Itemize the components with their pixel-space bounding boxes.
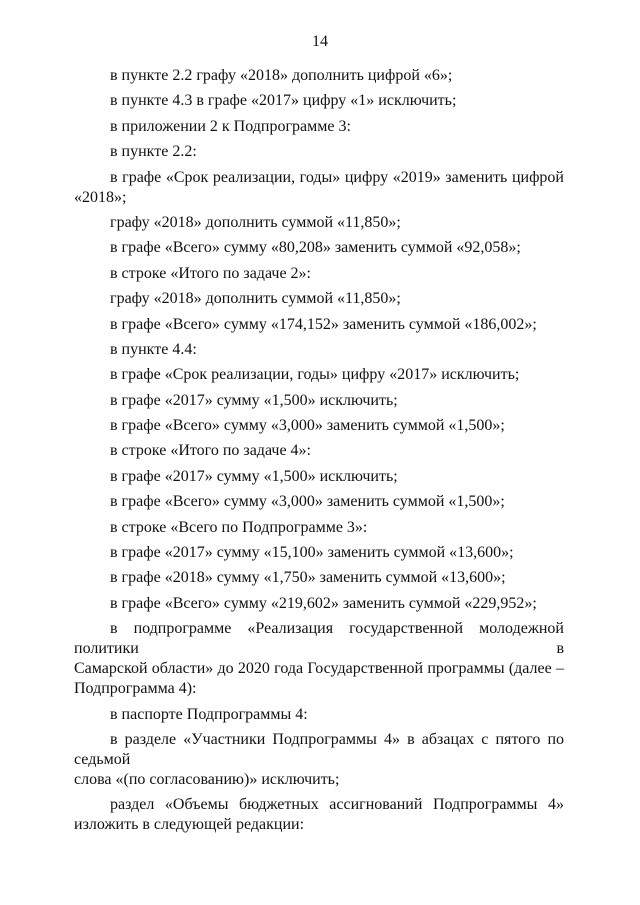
paragraph-line: Подпрограмма 4): — [74, 680, 197, 698]
paragraph — [74, 365, 564, 385]
paragraph-line: в графе «Срок реализации, годы» цифру «2019» заменить цифрой — [110, 168, 564, 186]
paragraph-line: в строке «Итого по задаче 2»: — [110, 264, 311, 282]
paragraph — [74, 315, 564, 335]
paragraph — [74, 492, 564, 512]
paragraph-line: в приложении 2 к Подпрограмме 3: — [110, 117, 351, 135]
paragraph-line: изложить в следующей редакции: — [74, 816, 305, 834]
paragraph-line: в графе «Всего» сумму «219,602» заменить суммой «229,952»; — [110, 594, 537, 612]
paragraph — [74, 289, 564, 309]
paragraph-line: в графе «Всего» сумму «3,000» заменить суммой «1,500»; — [110, 493, 505, 511]
paragraph-line: в пункте 4.3 в графе «2017» цифру «1» исключить; — [110, 92, 457, 110]
document-body — [74, 66, 564, 841]
paragraph — [74, 213, 564, 233]
paragraph — [74, 594, 564, 614]
paragraph — [74, 142, 564, 162]
paragraph-line: «2018»; — [74, 188, 127, 206]
paragraph-line: графу «2018» дополнить суммой «11,850»; — [110, 290, 401, 308]
paragraph — [74, 441, 564, 461]
paragraph-line: в графе «Всего» сумму «80,208» заменить суммой «92,058»; — [110, 239, 521, 257]
paragraph-line: в пункте 2.2 графу «2018» дополнить цифрой «6»; — [110, 67, 453, 84]
page-number: 14 — [312, 33, 328, 50]
paragraph — [74, 568, 564, 588]
paragraph — [74, 91, 564, 111]
paragraph — [74, 340, 564, 360]
paragraph-line: в графе «2017» сумму «1,500» исключить; — [110, 467, 398, 485]
paragraph — [74, 66, 564, 86]
paragraph-line: в разделе «Участники Подпрограммы 4» в абзацах с пятого по седьмой — [74, 730, 564, 768]
paragraph — [74, 705, 564, 725]
paragraph-line: в строке «Всего по Подпрограмме 3»: — [110, 518, 368, 536]
paragraph — [74, 168, 564, 208]
paragraph — [74, 117, 564, 137]
paragraph-line: в графе «2017» сумму «1,500» исключить; — [110, 391, 398, 409]
paragraph-line: в графе «2018» сумму «1,750» заменить суммой «13,600»; — [110, 569, 506, 587]
paragraph-line: Самарской области» до 2020 года Государственной программы (далее – — [74, 660, 564, 678]
paragraph — [74, 543, 564, 563]
paragraph — [74, 518, 564, 538]
paragraph — [74, 619, 564, 699]
paragraph — [74, 467, 564, 487]
paragraph-line: раздел «Объемы бюджетных ассигнований Подпрограммы 4» — [110, 796, 564, 814]
paragraph-line: в подпрограмме «Реализация государственной молодежной политики в — [74, 620, 564, 658]
paragraph — [74, 391, 564, 411]
paragraph-line: в паспорте Подпрограммы 4: — [110, 705, 308, 723]
paragraph-line: в строке «Итого по задаче 4»: — [110, 442, 311, 460]
paragraph — [74, 730, 564, 790]
paragraph-line: слова «(по согласованию)» исключить; — [74, 770, 340, 788]
paragraph-line: в графе «2017» сумму «15,100» заменить суммой «13,600»; — [110, 544, 514, 562]
paragraph — [74, 795, 564, 835]
paragraph-line: в пункте 4.4: — [110, 340, 197, 358]
paragraph-line: графу «2018» дополнить суммой «11,850»; — [110, 213, 401, 231]
paragraph-line: в графе «Всего» сумму «174,152» заменить суммой «186,002»; — [110, 315, 537, 333]
paragraph-line: в пункте 2.2: — [110, 143, 197, 161]
paragraph-line: в графе «Всего» сумму «3,000» заменить суммой «1,500»; — [110, 417, 505, 435]
paragraph — [74, 264, 564, 284]
paragraph — [74, 238, 564, 258]
paragraph-line: в графе «Срок реализации, годы» цифру «2017» исключить; — [110, 366, 520, 384]
paragraph — [74, 416, 564, 436]
